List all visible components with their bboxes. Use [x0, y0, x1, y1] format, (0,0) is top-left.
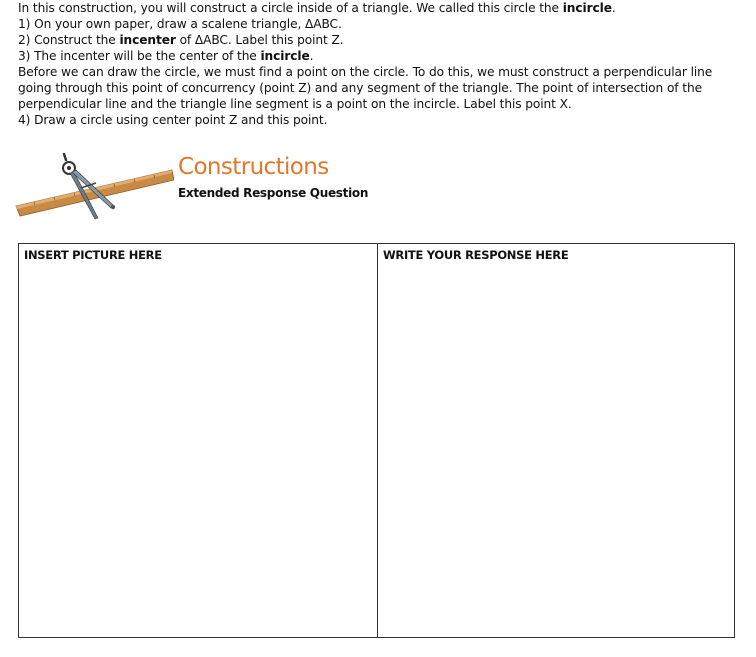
compass-and-ruler-icon: [14, 150, 174, 220]
step-2-end: of ΔABC. Label this point Z.: [175, 33, 344, 47]
response-area-label: WRITE YOUR RESPONSE HERE: [383, 248, 569, 262]
instruction-note: Before we can draw the circle, we must find a point on the circle. To do this, we must construct a perpendicular line going through this point of concurrency (point Z) and any segment of the triangle. The point of intersection of the perpendicular line and the triangle line segment is a point on the incircle. Label this point X.: [18, 65, 713, 111]
response-table: [18, 243, 735, 638]
step-3-text: 3) The incenter will be the center of the: [18, 49, 261, 63]
step-2: [18, 32, 743, 48]
intro-bold-term: incircle: [562, 1, 612, 15]
step-3-bold-term: incircle: [260, 49, 310, 63]
step-3: [18, 48, 743, 64]
response-area[interactable]: [378, 244, 734, 637]
step-4: 4) Draw a circle using center point Z and this point.: [18, 113, 328, 127]
intro-end: .: [611, 1, 616, 15]
step-2-text: 2) Construct the: [18, 33, 120, 47]
step-3-end: .: [309, 49, 314, 63]
step-1: 1) On your own paper, draw a scalene triangle, ΔABC.: [18, 17, 342, 31]
intro-text: In this construction, you will construct a circle inside of a triangle. We called this circle the: [18, 1, 563, 15]
instructions: [18, 0, 743, 128]
page-subtitle: Extended Response Question: [178, 186, 369, 200]
picture-area[interactable]: [19, 244, 378, 637]
step-2-bold-term: incenter: [119, 33, 176, 47]
page-title: Constructions: [178, 154, 329, 180]
picture-area-label: INSERT PICTURE HERE: [24, 248, 162, 262]
intro-paragraph: [18, 0, 743, 16]
